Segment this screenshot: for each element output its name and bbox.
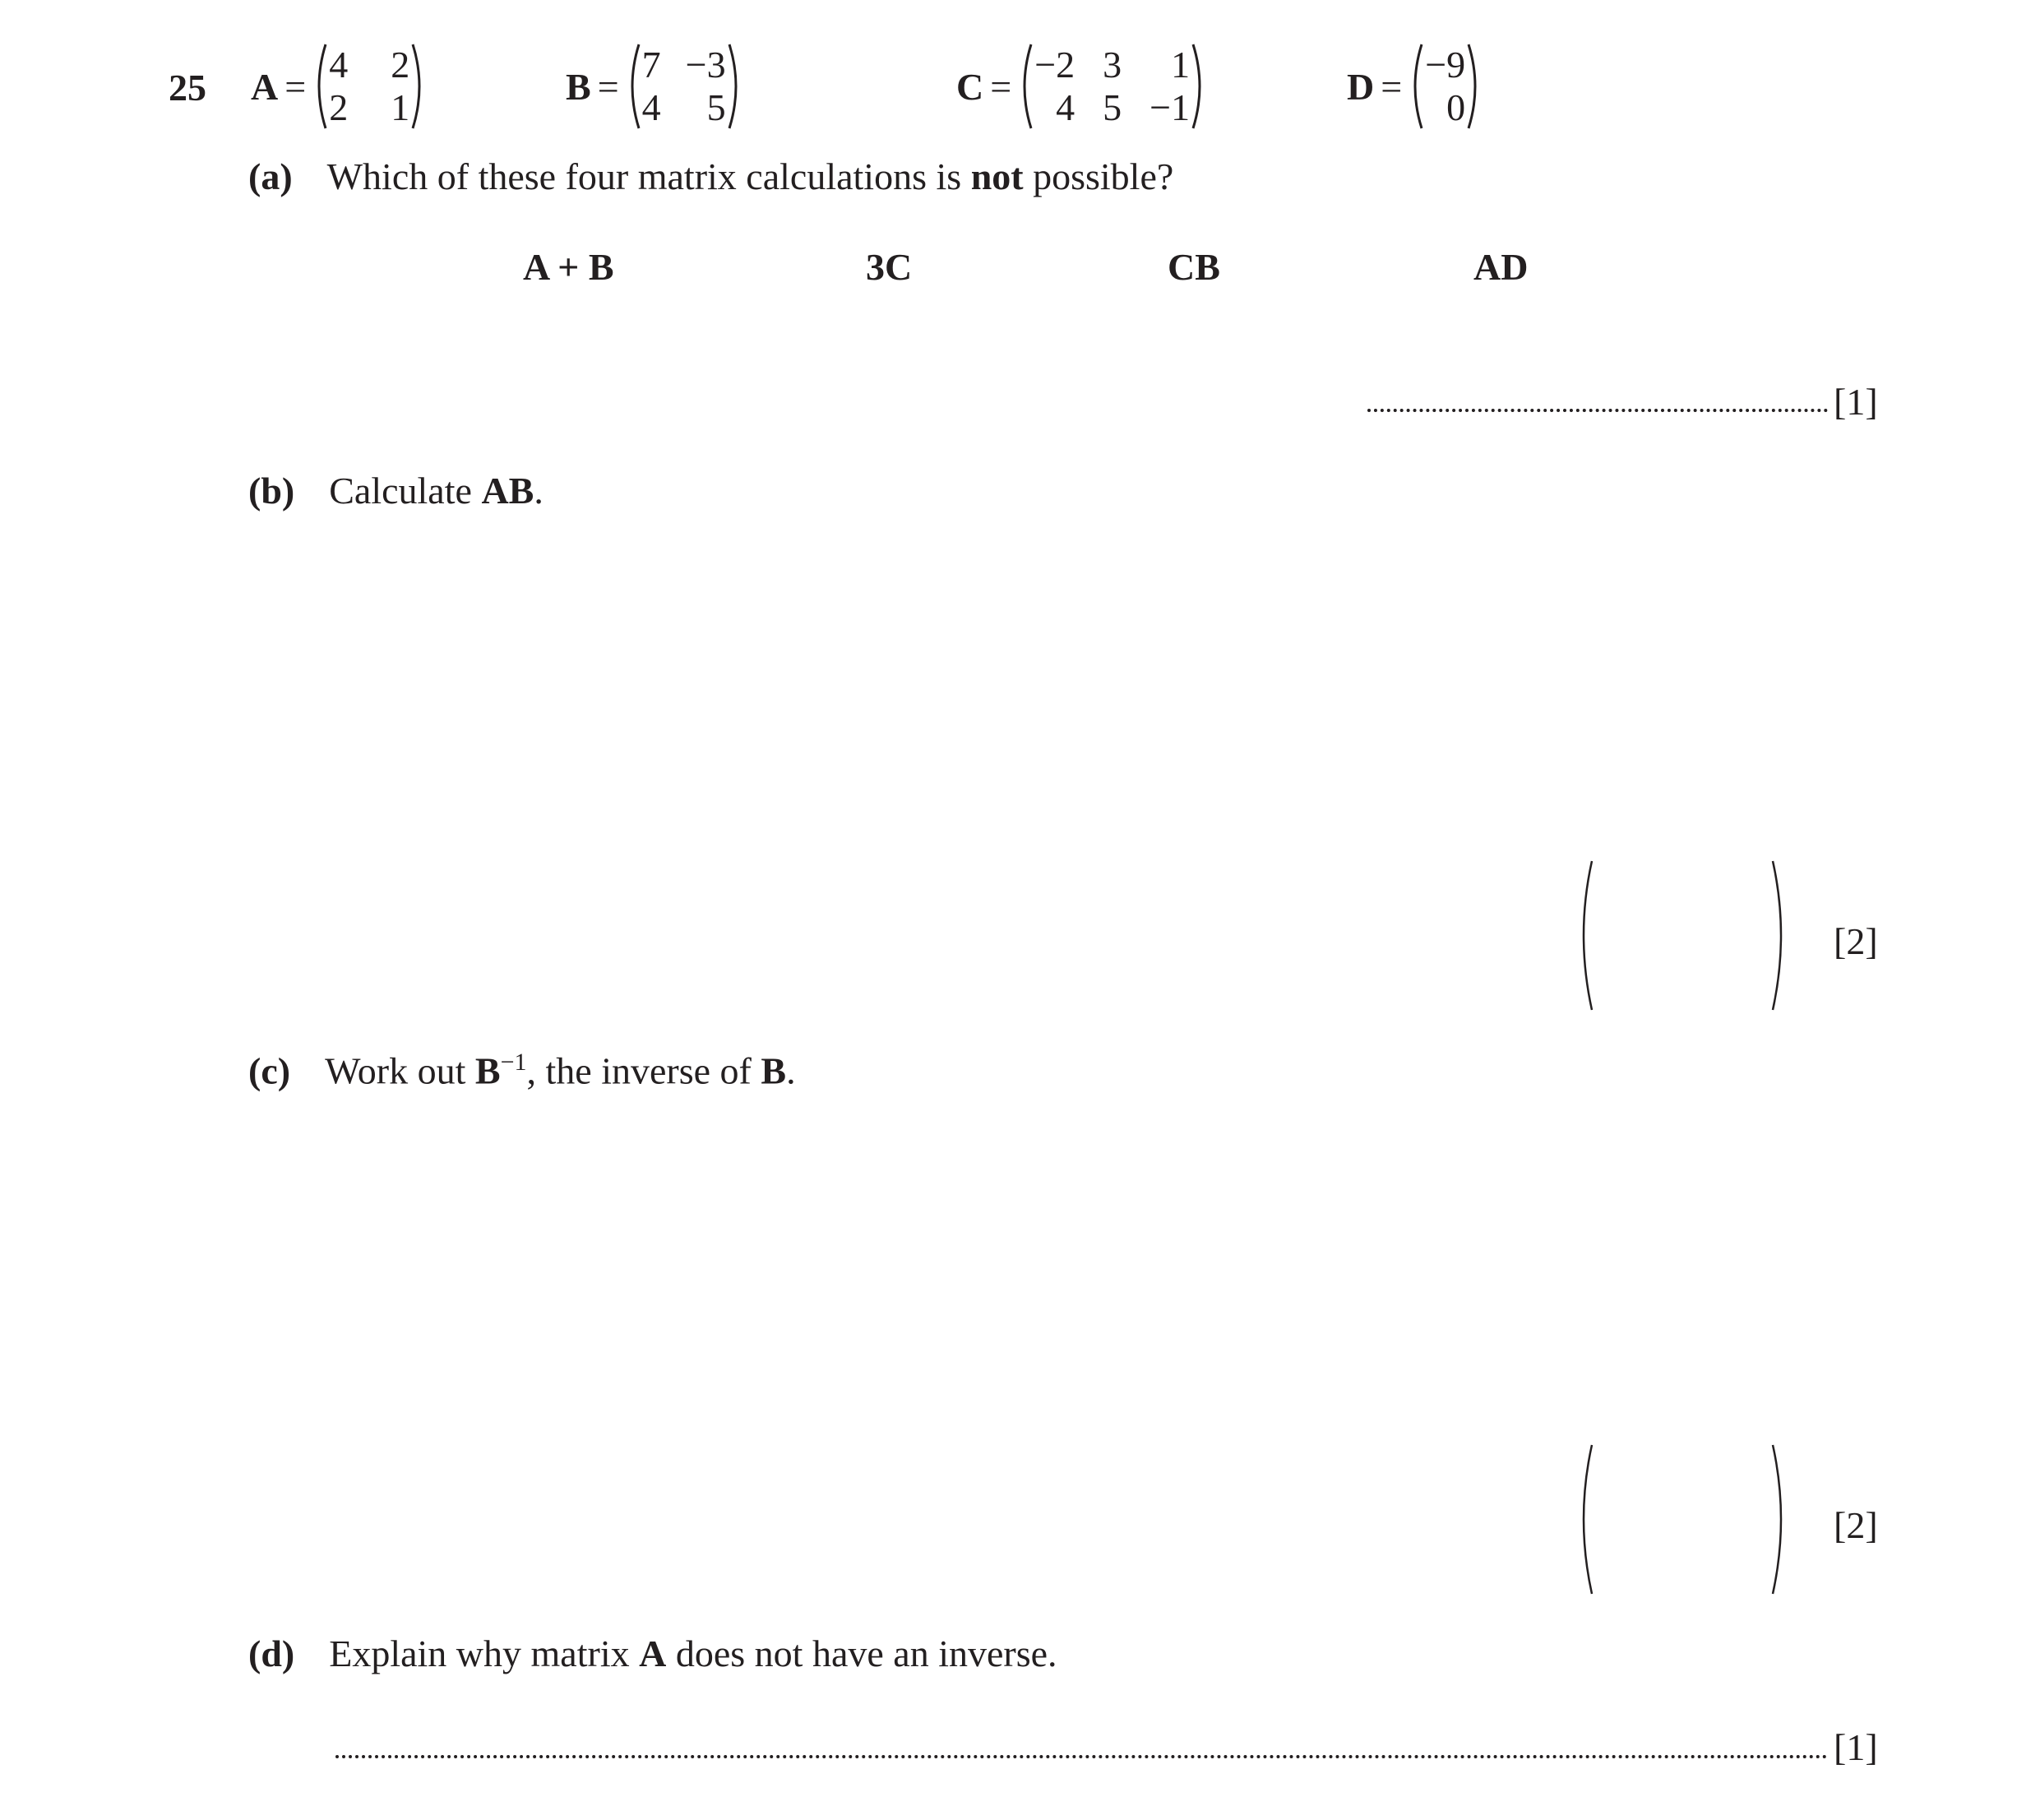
matrix-c xyxy=(956,41,1208,132)
matrix-c-cell: 5 xyxy=(1103,86,1122,128)
part-b-label: (b) xyxy=(248,470,295,512)
right-paren-icon xyxy=(1465,41,1483,132)
part-c-superscript: −1 xyxy=(500,1049,527,1076)
right-paren-icon xyxy=(409,41,428,132)
right-paren-icon xyxy=(726,41,744,132)
matrix-d-entries xyxy=(1425,46,1465,127)
matrix-d-name: D xyxy=(1347,65,1375,108)
matrix-c-equals: = xyxy=(990,65,1012,108)
matrix-a-cell: 2 xyxy=(329,86,349,128)
left-paren-icon xyxy=(311,41,329,132)
part-d-question xyxy=(248,1632,1057,1675)
part-b-text-end: . xyxy=(534,470,544,512)
answer-left-paren-icon xyxy=(1579,1443,1595,1595)
matrix-c-cell: 3 xyxy=(1103,44,1122,86)
part-d-label: (d) xyxy=(248,1632,295,1674)
marks-c: [2] xyxy=(1834,1504,1878,1546)
matrix-c-cell: −2 xyxy=(1034,44,1076,86)
matrix-a-cell: 1 xyxy=(391,86,410,128)
matrix-c-name: C xyxy=(956,65,984,108)
part-c-text-end: . xyxy=(786,1049,796,1092)
matrix-b-cell: −3 xyxy=(685,44,726,86)
matrix-d-equals: = xyxy=(1381,65,1403,108)
matrix-d xyxy=(1347,41,1483,132)
matrix-c-entries xyxy=(1034,46,1190,127)
matrix-b-cell: 4 xyxy=(641,86,661,128)
marks-b: [2] xyxy=(1834,920,1878,962)
part-b-bold-text: AB xyxy=(481,470,534,512)
matrix-a-equals: = xyxy=(284,65,307,108)
matrix-b-entries xyxy=(642,46,726,127)
part-d-text-end: does not have an inverse. xyxy=(666,1632,1057,1674)
left-paren-icon xyxy=(624,41,642,132)
question-number: 25 xyxy=(169,67,206,109)
matrix-b-name: B xyxy=(566,65,591,108)
answer-box-c[interactable] xyxy=(1603,1456,1768,1587)
matrix-c-cell: −1 xyxy=(1150,86,1191,128)
marks-a: [1] xyxy=(1834,381,1878,423)
part-c-bold-text: B xyxy=(474,1049,501,1092)
answer-right-paren-icon xyxy=(1769,1443,1786,1595)
matrix-b-cell: 7 xyxy=(641,44,661,86)
option-cb: CB xyxy=(1168,246,1220,288)
option-3c: 3C xyxy=(866,246,913,288)
matrix-a xyxy=(251,41,428,132)
part-c-bold-text-2: B xyxy=(761,1049,787,1092)
matrix-b-cell: 5 xyxy=(706,86,726,128)
matrix-c-cell: 4 xyxy=(1056,86,1076,128)
matrix-c-cell: 1 xyxy=(1171,44,1191,86)
part-a-label: (a) xyxy=(248,155,293,197)
matrix-b-equals: = xyxy=(597,65,619,108)
part-b-text: Calculate xyxy=(329,470,482,512)
marks-d: [1] xyxy=(1834,1726,1878,1768)
answer-line-d[interactable] xyxy=(335,1755,1828,1758)
option-a-plus-b: A + B xyxy=(523,246,614,288)
matrix-a-name: A xyxy=(251,65,279,108)
part-a-text-end: possible? xyxy=(1023,155,1174,197)
answer-left-paren-icon xyxy=(1579,859,1595,1012)
matrix-b xyxy=(566,41,744,132)
matrix-a-entries xyxy=(329,46,409,127)
option-ad: AD xyxy=(1473,246,1529,288)
answer-right-paren-icon xyxy=(1769,859,1786,1012)
matrix-a-cell: 4 xyxy=(329,44,349,86)
part-d-bold-text: A xyxy=(639,1632,667,1674)
part-c-question xyxy=(248,1049,796,1092)
part-c-text-mid: , the inverse of xyxy=(526,1049,761,1092)
part-b-question xyxy=(248,469,544,512)
part-d-text: Explain why matrix xyxy=(329,1632,640,1674)
part-c-text: Work out xyxy=(325,1049,475,1092)
part-a-text: Which of these four matrix calculations is xyxy=(326,155,971,197)
matrix-a-cell: 2 xyxy=(391,44,410,86)
part-c-label: (c) xyxy=(248,1049,291,1092)
left-paren-icon xyxy=(1407,41,1425,132)
matrix-d-cell: −9 xyxy=(1425,44,1466,86)
part-a-question xyxy=(248,155,1173,198)
part-a-bold-text: not xyxy=(970,155,1024,197)
left-paren-icon xyxy=(1016,41,1034,132)
answer-box-b[interactable] xyxy=(1603,872,1768,1003)
answer-line-a[interactable] xyxy=(1367,409,1828,412)
right-paren-icon xyxy=(1190,41,1208,132)
matrix-d-cell: 0 xyxy=(1446,86,1466,128)
